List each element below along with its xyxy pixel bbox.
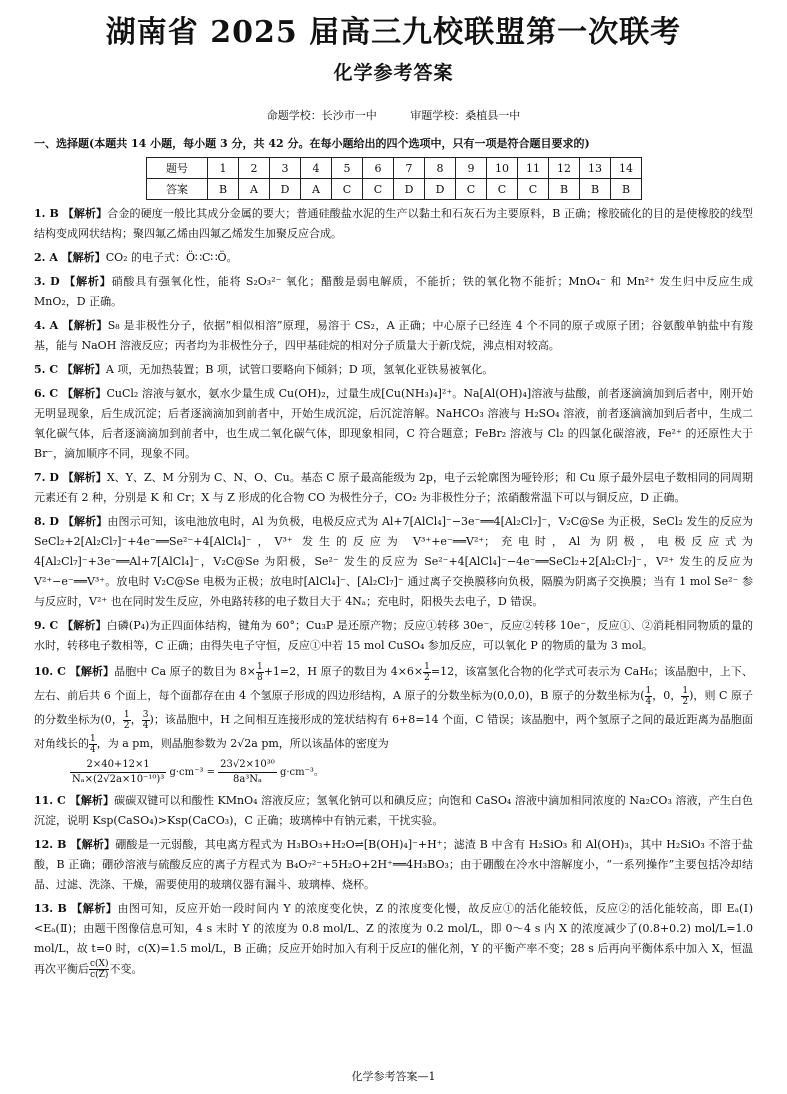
answer-table-number-row	[147, 158, 642, 179]
answer-cell: B	[580, 179, 611, 200]
answer-cell: D	[425, 179, 456, 200]
question-11-text: 碳碳双键可以和酸性 KMnO₄ 溶液反应；氢氧化钠可以和碘反应；向饱和 CaSO₄ 溶液中滴加相同浓度的 Na₂CO₃ 溶液，产生白色沉淀，说明 Ksp(CaSO₄)>Ksp(CaCO₃)，C 正确；玻璃棒中有钠元素，干扰实验。	[34, 794, 753, 827]
question-6-analysis	[34, 384, 753, 464]
fraction-numerator: 3	[142, 709, 149, 720]
answer-table	[146, 157, 642, 200]
fraction-denominator: 4	[645, 696, 652, 707]
question-4-text: S₈ 是非极性分子，依据“相似相溶”原理，易溶于 CS₂，A 正确；中心原子已经连 4 个不同的原子或原子团；谷氨酸单钠盐中有羧基，能与 NaOH 溶液反应；丙者均为非极性分子，四甲基硅烷的相对分子质量大于新戊烷，沸点相对较高。	[34, 319, 753, 352]
q10-text-6: ，	[130, 713, 142, 726]
question-13-analysis	[34, 899, 753, 980]
question-number-cell: 12	[549, 158, 580, 179]
q10-text-2: +1=2，H 原子的数目为 4×6×	[263, 665, 424, 678]
question-2-analysis	[34, 248, 753, 268]
fraction	[681, 686, 689, 707]
question-4-head: 4. A 【解析】	[34, 319, 108, 332]
question-8-analysis	[34, 512, 753, 612]
q10-text-3: =12，该富氢化合物的化学式可表示为 CaH₆；该晶胞中，上下、左右、前后共 6 个面上，每个面都存在由 4 个氢原子形成的四边形结构，A 原子的分数坐标为(0,0,0)，B 原子的分数坐标为(	[34, 665, 753, 702]
question-number-cell: 3	[270, 158, 301, 179]
proposer-school: 命题学校：长沙市一中	[266, 109, 377, 122]
question-11-head: 11. C 【解析】	[34, 794, 115, 807]
q10-text-7: )；该晶胞中，H 之间相互连接形成的笼状结构有 6+8=14 个面，C 错误；该晶胞中，两个氢原子之间的最近距离为晶胞面对角线长的	[34, 713, 754, 750]
question-1-analysis	[34, 204, 753, 244]
question-2-text: CO₂ 的电子式：Ö∷C∷Ö。	[105, 251, 238, 264]
fraction-numerator: 2×40+12×1	[70, 758, 166, 773]
question-8-head: 8. D 【解析】	[34, 515, 108, 528]
answer-cell: C	[332, 179, 363, 200]
fraction-numerator: 1	[256, 661, 263, 672]
fraction-denominator: c(Z)	[90, 970, 109, 980]
question-5-head: 5. C 【解析】	[34, 363, 106, 376]
question-3-text: 硝酸具有强氧化性，能将 S₂O₃²⁻ 氧化；醋酸是弱电解质，不能折；铁的氧化物不能折；MnO₄⁻ 和 Mn²⁺ 发生归中反应生成 MnO₂，D 正确。	[34, 275, 753, 308]
question-10-head: 10. C 【解析】	[34, 665, 115, 678]
fraction	[256, 662, 264, 683]
fraction-denominator: 2	[123, 720, 130, 731]
fraction-numerator: 1	[123, 709, 130, 720]
answer-cell: B	[611, 179, 642, 200]
question-12-analysis	[34, 835, 753, 895]
page-footer: 化学参考答案—1	[351, 1070, 436, 1083]
q10-text-8: ，为 a pm，则晶胞参数为 2√2a pm，所以该晶体的密度为	[96, 737, 389, 750]
question-10-analysis	[34, 660, 753, 756]
q10-text-4: ，0，	[652, 689, 682, 702]
question-6-head: 6. C 【解析】	[34, 387, 107, 400]
fraction-denominator: 2	[424, 672, 430, 683]
row-label-answer: 答案	[147, 179, 208, 200]
question-1-text: 合金的硬度一般比其成分金属的要大；普通硅酸盐水泥的生产以黏土和石灰石为主要原料，B 正确；橡胶硫化的目的是使橡胶的线型结构变成网状结构；聚四氟乙烯由四氟乙烯发生加聚反应合成。	[34, 207, 753, 240]
question-3-head: 3. D 【解析】	[34, 275, 112, 288]
fraction-denominator: 2	[682, 696, 689, 707]
question-5-text: A 项，无加热装置；B 项，试管口要略向下倾斜；D 项，氢氧化亚铁易被氧化。	[105, 363, 494, 376]
question-1-head: 1. B 【解析】	[34, 207, 108, 220]
question-number-cell: 6	[363, 158, 394, 179]
question-number-cell: 7	[394, 158, 425, 179]
question-8-text: 由图示可知，该电池放电时，Al 为负极，电极反应式为 Al+7[AlCl₄]⁻−3e⁻══4[Al₂Cl₇]⁻，V₂C@Se 为正极，SeCl₂ 发生的反应为 SeCl₂+2[Al₂Cl₇]⁻+4e⁻══Se²⁻+4[AlCl₄]⁻，V³⁺ 发生的反应为 V³⁺+e⁻══V²⁺；充电时，Al 为阴极，电极反应式为 4[Al₂Cl₇]⁻+3e⁻══Al+7[AlCl₄]⁻，V₂C@Se 为阳极，Se²⁻ 发生的反应为 Se²⁻+4[AlCl₄]⁻−4e⁻══SeCl₂+2[Al₂Cl₇]⁻，V²⁺ 发生的反应为 V²⁺−e⁻══V³⁺。放电时 V₂C@Se 电极为正极；放电时[AlCl₄]⁻、[Al₂Cl₇]⁻ 通过离子交换膜移向负极，隔膜为阴离子交换膜；当有 1 mol Se²⁻ 参与反应时，V²⁺ 也在同时发生反应，外电路转移的电子数目大于 4Nₐ；充电时，阳极失去电子，D 错误。	[34, 515, 753, 608]
density-unit-2: g·cm⁻³。	[279, 767, 324, 778]
fraction-numerator: c(X)	[90, 959, 109, 969]
fraction-denominator: 8a³Nₐ	[232, 774, 262, 785]
fraction-denominator: 4	[142, 720, 149, 731]
question-number-cell: 2	[239, 158, 270, 179]
answer-cell: D	[394, 179, 425, 200]
section-heading: 一、选择题(本题共 14 小题，每小题 3 分，共 42 分。在每小题给出的四个选项中，只有一项是符合题目要求的)	[34, 137, 590, 150]
question-9-text: 白磷(P₄)为正四面体结构，键角为 60°；Cu₃P 是还原产物；反应①转移 30e⁻，反应②转移 10e⁻，反应①、②消耗相同物质的量的水时，转移电子数相等，C 正确；由得失电子守恒，反应①中若 15 mol CuSO₄ 参加反应，可以氧化 P 的物质的量为 3 mol。	[34, 619, 753, 652]
fraction-denominator: Nₐ×(2√2a×10⁻¹⁰)³	[72, 774, 165, 785]
fraction-numerator: 1	[645, 685, 652, 696]
fraction-numerator: 1	[424, 661, 430, 672]
density-formula	[70, 758, 753, 787]
q10-text-1: 晶胞中 Ca 原子的数目为 8×	[114, 665, 256, 678]
question-number-cell: 4	[301, 158, 332, 179]
question-3-analysis	[34, 272, 753, 312]
question-number-cell: 1	[208, 158, 239, 179]
fraction-numerator: 1	[90, 733, 96, 744]
question-9-analysis	[34, 616, 753, 656]
fraction	[423, 662, 431, 683]
fraction-denominator: 8	[256, 672, 263, 683]
concentration-ratio	[89, 959, 109, 980]
school-info	[34, 107, 753, 123]
answer-cell: C	[363, 179, 394, 200]
density-unit-1: g·cm⁻³ =	[169, 767, 215, 778]
q10-text-5: )，则 C 原子的分数坐标为(0，	[34, 689, 753, 726]
density-fraction-1	[70, 758, 166, 787]
question-12-head: 12. B 【解析】	[34, 838, 116, 851]
density-fraction-2	[218, 758, 277, 787]
question-number-cell: 10	[487, 158, 518, 179]
question-13-tail: 不变。	[109, 962, 143, 976]
question-5-analysis	[34, 360, 753, 380]
fraction-numerator: 23√2×10³⁰	[218, 758, 277, 773]
fraction-numerator: 1	[682, 685, 689, 696]
reviewer-school: 审题学校：桑植县一中	[410, 109, 521, 122]
fraction-denominator: 4	[90, 744, 96, 755]
question-13-text: 由图可知，反应开始一段时间内 Y 的浓度变化快，Z 的浓度变化慢，故反应①的活化能较低，反应②的活化能较高，即 Eₐ(Ⅰ)<Eₐ(Ⅱ)；由题干图像信息可知，4 s 末时 Y 的浓度为 0.8 mol/L、Z 的浓度为 0.2 mol/L，即 0～4 s 内 X 的浓度减少了(0.8+0.2) mol/L=1.0 mol/L，故 t=0 时，c(X)=1.5 mol/L，B 正确；反应开始时加入有利于反应Ⅰ的催化剂，Y 的平衡产率不变；28 s 后再向平衡体系中加入 X，恒温再次平衡后	[34, 902, 754, 976]
fraction	[123, 710, 131, 731]
answer-cell: B	[208, 179, 239, 200]
answer-cell: B	[549, 179, 580, 200]
answer-cell: C	[487, 179, 518, 200]
answer-cell: A	[239, 179, 270, 200]
question-number-cell: 8	[425, 158, 456, 179]
question-number-cell: 5	[332, 158, 363, 179]
question-9-head: 9. C 【解析】	[34, 619, 107, 632]
question-12-text: 硼酸是一元弱酸，其电离方程式为 H₃BO₃+H₂O⇌[B(OH)₄]⁻+H⁺；滤渣 B 中含有 H₂SiO₃ 和 Al(OH)₃，其中 H₂SiO₃ 不溶于盐酸，B 正确；硼砂溶液与硫酸反应的离子方程式为 B₄O₇²⁻+5H₂O+2H⁺══4H₃BO₃；由于硼酸在冷水中溶解度小，“一系列操作”主要包括冷却结晶、过滤、洗涤、干燥，需要使用的玻璃仪器有漏斗、玻璃棒、烧杯。	[34, 838, 754, 891]
question-number-cell: 14	[611, 158, 642, 179]
question-4-analysis	[34, 316, 753, 356]
question-11-analysis	[34, 791, 753, 831]
answer-cell: A	[301, 179, 332, 200]
question-6-text: CuCl₂ 溶液与氨水，氨水少量生成 Cu(OH)₂，过量生成[Cu(NH₃)₄]²⁺。Na[Al(OH)₄]溶液与盐酸，前者逐滴滴加到后者中，刚开始无明显现象，后生成沉淀；后者逐滴滴加到前者中，开始生成沉淀，后沉淀溶解。NaHCO₃ 溶液与 H₂SO₄ 溶液，前者逐滴滴加到后者中，生成二氧化碳气体，后者逐滴滴加到前者中，也生成二氧化碳气体，即现象相同，C 符合题意；FeBr₂ 溶液与 Cl₂ 的四氯化碳溶液，Fe²⁺ 的还原性大于 Br⁻，滴加顺序不同，现象不同。	[34, 387, 753, 460]
fraction	[89, 734, 97, 755]
answer-cell: C	[518, 179, 549, 200]
question-number-cell: 13	[580, 158, 611, 179]
page-subtitle: 化学参考答案	[333, 62, 454, 84]
question-7-analysis	[34, 468, 753, 508]
question-number-cell: 9	[456, 158, 487, 179]
answer-cell: C	[456, 179, 487, 200]
question-number-cell: 11	[518, 158, 549, 179]
row-label-number: 题号	[147, 158, 208, 179]
fraction	[142, 710, 150, 731]
question-7-text: X、Y、Z、M 分别为 C、N、O、Cu。基态 C 原子最高能级为 2p，电子云轮廓图为哑铃形；和 Cu 原子最外层电子数相同的同周期元素还有 2 种，分别是 K 和 Cr；X 与 Z 形成的化合物 CO 为极性分子，CO₂ 为非极性分子；浓硝酸常温下可以与铜反应，D 正确。	[34, 471, 753, 504]
page-title: 湖南省 2025 届高三九校联盟第一次联考	[105, 15, 682, 50]
answer-cell: D	[270, 179, 301, 200]
question-13-head: 13. B 【解析】	[34, 902, 118, 915]
question-2-head: 2. A 【解析】	[34, 251, 106, 264]
question-7-head: 7. D 【解析】	[34, 471, 107, 484]
answer-table-answer-row	[147, 179, 642, 200]
